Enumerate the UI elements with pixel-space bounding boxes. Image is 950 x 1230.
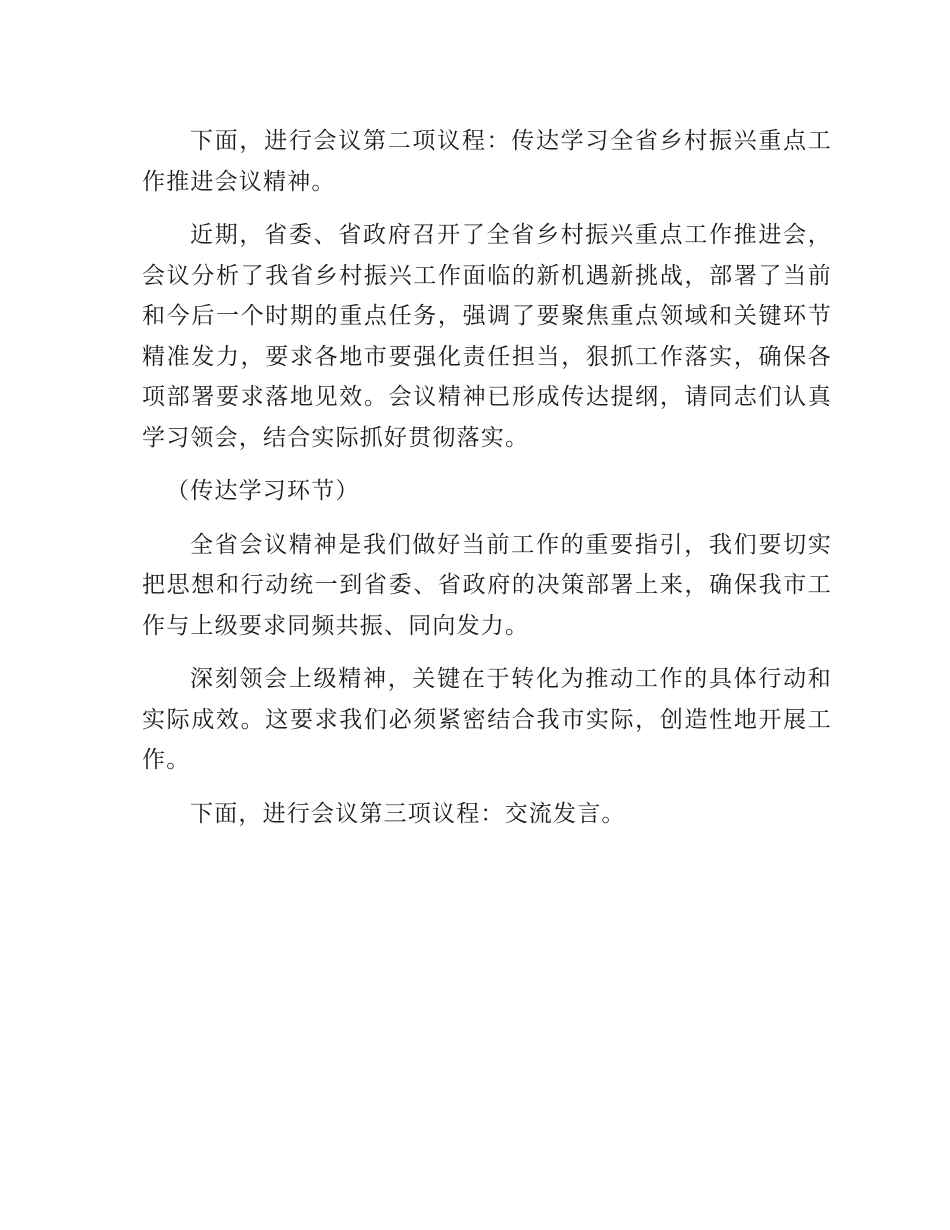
paragraph-agenda-item-two: 下面，进行会议第二项议程：传达学习全省乡村振兴重点工作推进会议精神。: [142, 128, 832, 195]
paragraph-meeting-summary: 近期，省委、省政府召开了全省乡村振兴重点工作推进会，会议分析了我省乡村振兴工作面临的新机遇新挑战，部署了当前和今后一个时期的重点任务，强调了要聚焦重点领域和关键环节精准发力，要求各地市要强化责任担当，狠抓工作落实，确保各项部署要求落地见效。会议精神已形成传达提纲，请同志们认真学习领会，结合实际抓好贯彻落实。: [142, 222, 832, 451]
paragraph-guidance: 全省会议精神是我们做好当前工作的重要指引，我们要切实把思想和行动统一到省委、省政府的决策部署上来，确保我市工作与上级要求同频共振、同向发力。: [142, 531, 832, 639]
paragraph-implementation: 深刻领会上级精神，关键在于转化为推动工作的具体行动和实际成效。这要求我们必须紧密结合我市实际，创造性地开展工作。: [142, 666, 832, 773]
paragraph-stage-note: （传达学习环节）: [166, 478, 360, 504]
document-body: [142, 121, 832, 847]
paragraph-agenda-item-three: 下面，进行会议第三项议程：交流发言。: [190, 800, 626, 827]
